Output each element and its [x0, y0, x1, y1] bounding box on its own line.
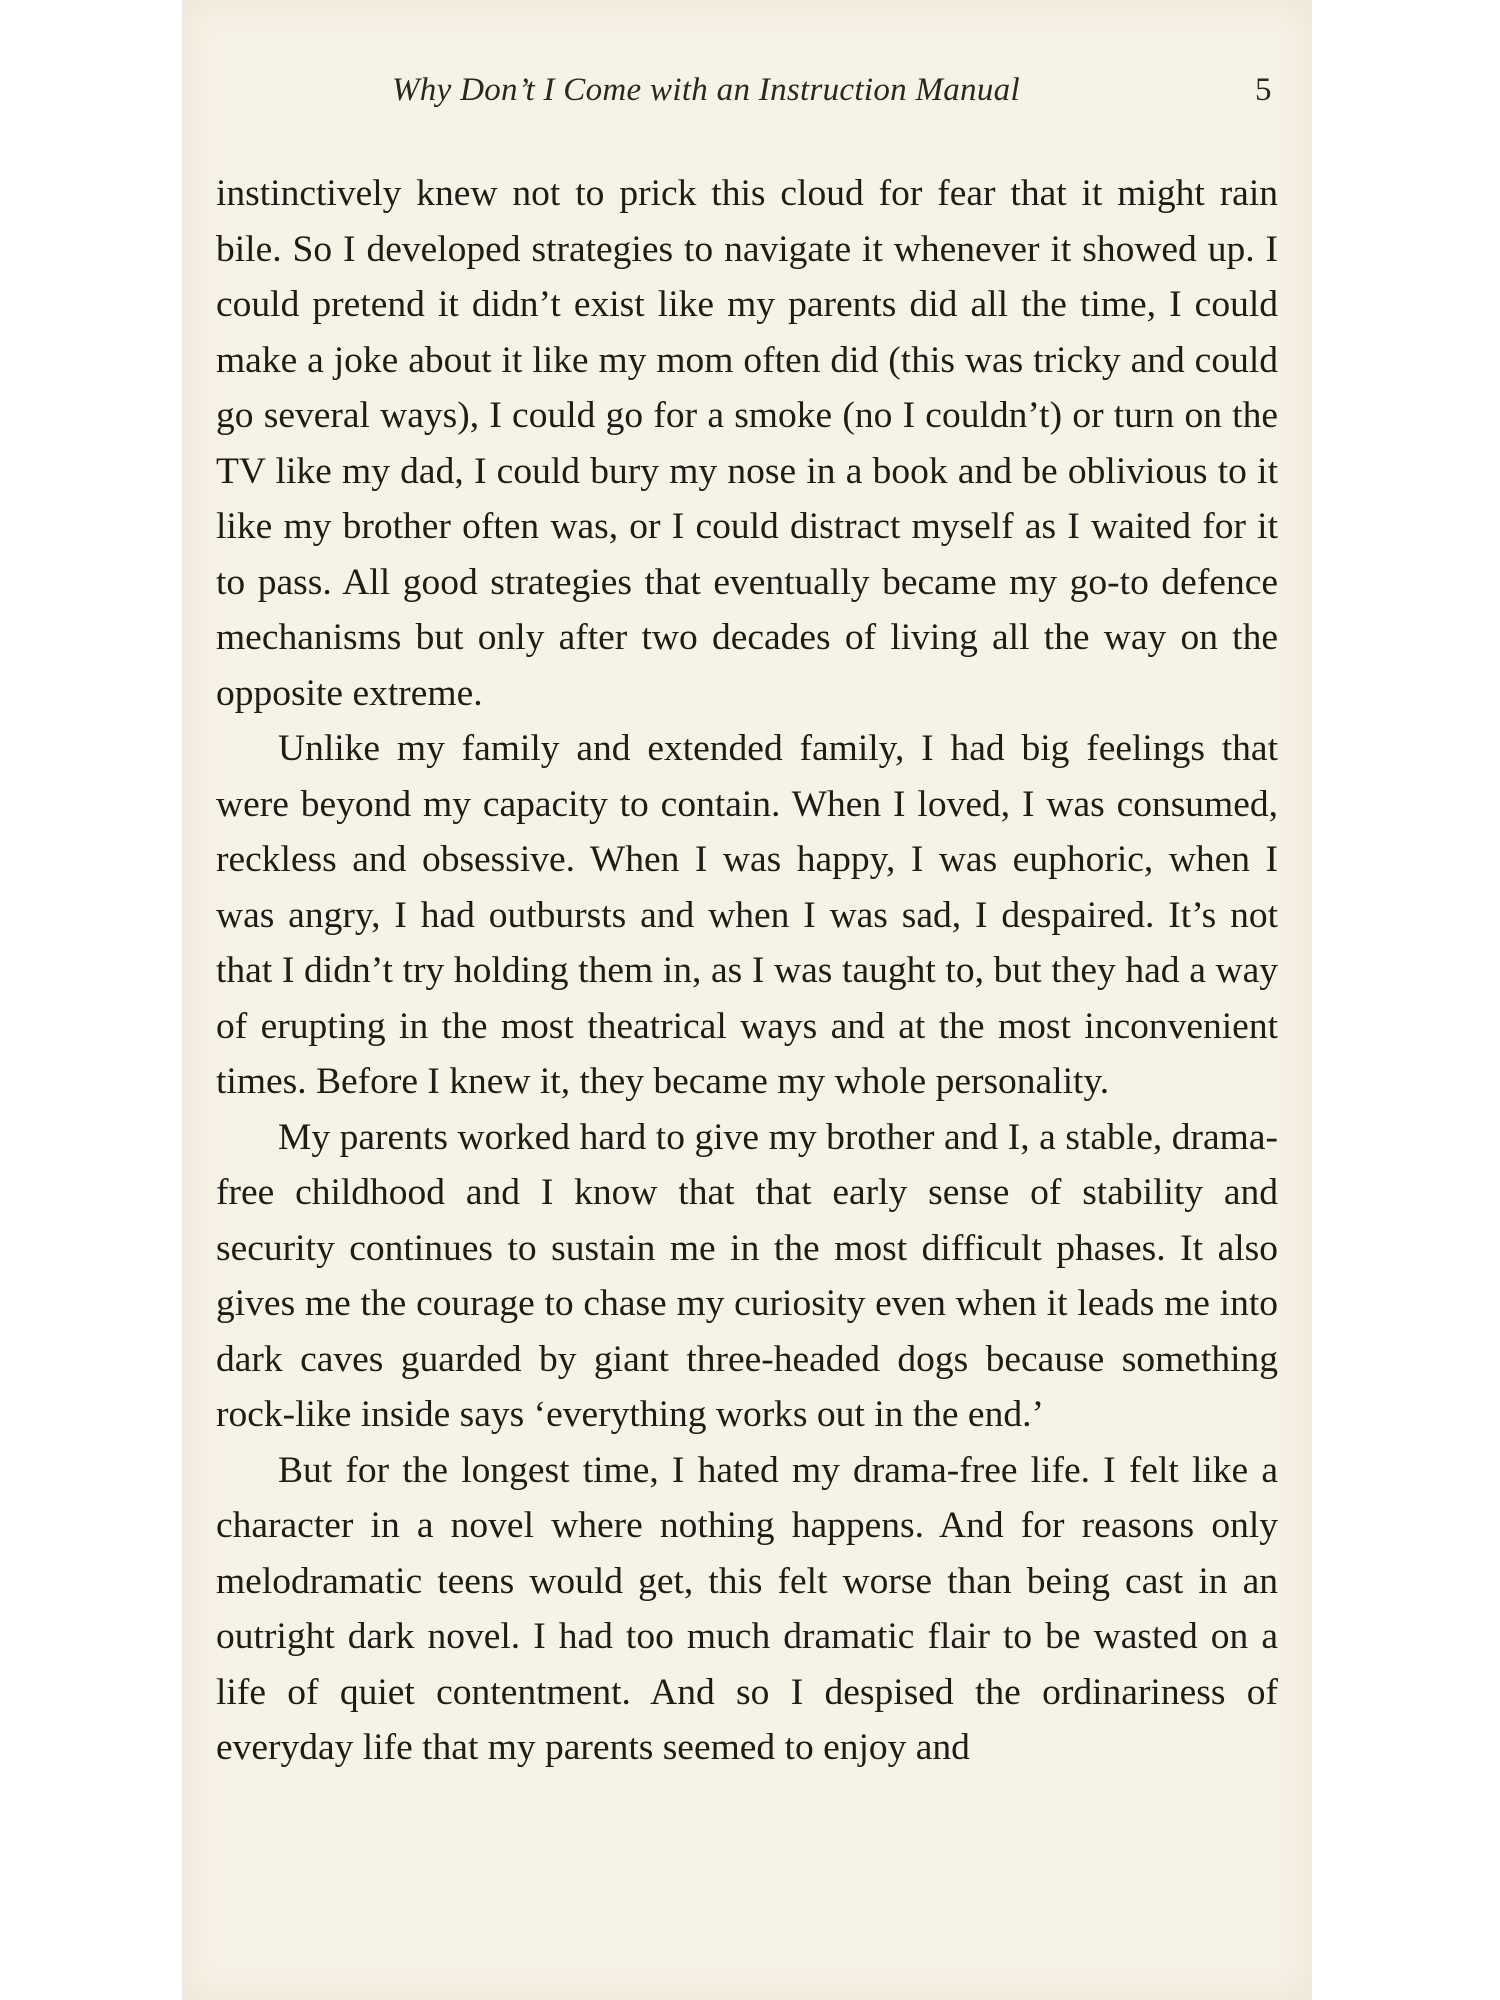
running-head	[182, 72, 1312, 124]
running-head-title: Why Don’t I Come with an Instruction Manual	[392, 72, 1020, 108]
paragraph: Unlike my family and extended family, I had big feelings that were beyond my capacity to contain. When I loved, I was consumed, reckless and obsessive. When I was happy, I was euphoric, when I was angry, I had outbursts and when I was sad, I despaired. It’s not that I didn’t try holding them in, as I was taught to, but they had a way of erupting in the most theatrical ways and at the most inconvenient times. Before I knew it, they became my whole personality.	[216, 728, 1278, 1102]
paragraph: My parents worked hard to give my brother and I, a stable, drama-free childhood and I know that that early sense of stability and security continues to sustain me in the most difficult phases. It also gives me the courage to chase my curiosity even when it leads me into dark caves guarded by giant three-headed dogs because something rock-like inside says ‘everything works out in the end.’	[216, 1116, 1278, 1435]
body-text	[216, 166, 1278, 1776]
paragraph-continued: instinctively knew not to prick this cloud for fear that it might rain bile. So I developed strategies to navigate it whenever it showed up. I could pretend it didn’t exist like my parents did all the time, I could make a joke about it like my mom often did (this was tricky and could go several ways), I could go for a smoke (no I couldn’t) or turn on the TV like my dad, I could bury my nose in a book and be oblivious to it like my brother often was, or I could distract myself as I waited for it to pass. All good strategies that eventually became my go-to defence mechanisms but only after two decades of living all the way on the opposite extreme.	[216, 173, 1278, 714]
page-number: 5	[1255, 72, 1272, 108]
book-page	[182, 0, 1312, 2000]
paragraph: But for the longest time, I hated my drama-free life. I felt like a character in a novel where nothing happens. And for reasons only melodramatic teens would get, this felt worse than being cast in an outright dark novel. I had too much dramatic flair to be wasted on a life of quiet contentment. And so I despised the ordinariness of everyday life that my parents seemed to enjoy and	[216, 1449, 1278, 1768]
